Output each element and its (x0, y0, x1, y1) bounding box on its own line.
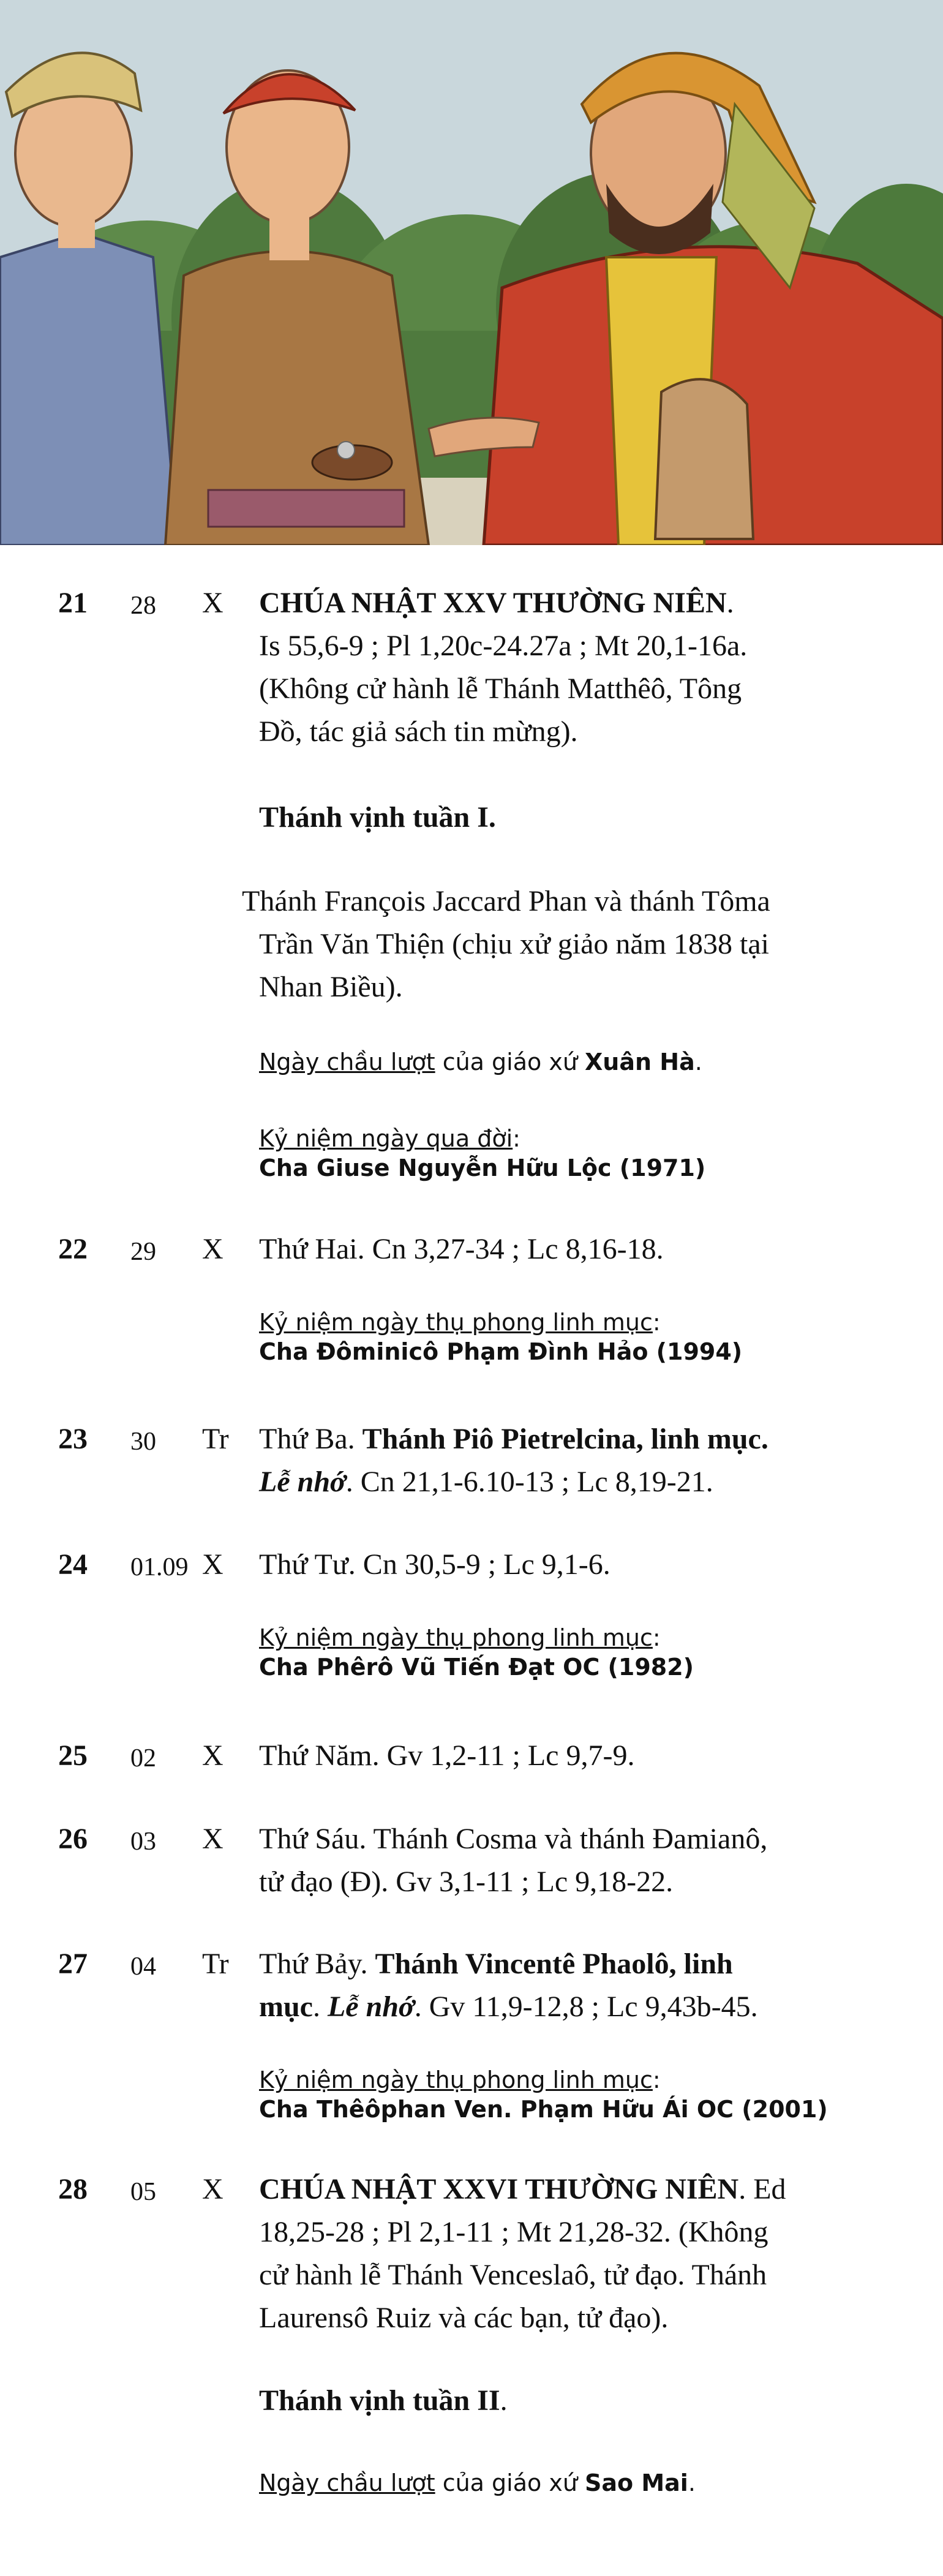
liturgical-color: X (202, 1823, 224, 1855)
readings: Is 55,6-9 ; Pl 1,20c-24.27a ; Mt 20,1-16a. (259, 630, 748, 662)
memorial-note: Kỷ niệm ngày thụ phong linh mục: Cha Đôminicô Phạm Đình Hảo (1994) (259, 1309, 743, 1365)
entry-text: Thứ Bảy. Thánh Vincentê Phaolô, linh mục. Lễ nhớ. Gv 11,9-12,8 ; Lc 9,43b-45. (259, 1948, 758, 2023)
lunar-date: 04 (130, 1953, 156, 1981)
entry-text: CHÚA NHẬT XXVI THƯỜNG NIÊN. Ed 18,25-28 ; Pl 2,1-11 ; Mt 21,28-32. (Không cử hành lễ Thánh Venceslaô, tử đạo. Thánh Laurensô Ruiz và các bạn, tử đạo). (259, 2173, 786, 2334)
liturgical-color: Tr (202, 1423, 229, 1455)
liturgical-color: X (202, 1233, 224, 1265)
psalter-week: Thánh vịnh tuần I. (259, 801, 496, 834)
memorial-note: Kỷ niệm ngày qua đời: Cha Giuse Nguyễn Hữu Lộc (1971) (259, 1125, 706, 1181)
lunar-date: 03 (130, 1828, 156, 1856)
day-number: 24 (58, 1548, 88, 1581)
day-number: 25 (58, 1739, 88, 1772)
entry-text: Thứ Hai. Cn 3,27-34 ; Lc 8,16-18. (259, 1233, 664, 1265)
entry-text: Thứ Năm. Gv 1,2-11 ; Lc 9,7-9. (259, 1739, 635, 1772)
entry-text: CHÚA NHẬT XXV THƯỜNG NIÊN. Is 55,6-9 ; Pl 1,20c-24.27a ; Mt 20,1-16a. (Không cử hành lễ Thánh Matthêô, Tông Đồ, tác giả sách tin mừng). (259, 582, 836, 753)
lunar-date: 02 (130, 1744, 156, 1772)
memorial-note: Kỷ niệm ngày thụ phong linh mục: Cha Thêôphan Ven. Phạm Hữu Ái OC (2001) (259, 2066, 828, 2123)
liturgical-color: X (202, 587, 224, 619)
day-number: 23 (58, 1423, 88, 1455)
sunday-title: CHÚA NHẬT XXVI THƯỜNG NIÊN (259, 2173, 739, 2205)
day-number: 28 (58, 2173, 88, 2205)
liturgical-color: Tr (202, 1948, 229, 1980)
saint-commemoration: Thánh François Jaccard Phan và thánh Tôma Trần Văn Thiện (chịu xử giảo năm 1838 tại Nhan Biều). (242, 885, 770, 1003)
lunar-date: 01.09 (130, 1553, 189, 1581)
psalter-week: Thánh vịnh tuần II. (259, 2384, 508, 2417)
entry-text: Thứ Ba. Thánh Piô Pietrelcina, linh mục. Lễ nhớ. Cn 21,1-6.10-13 ; Lc 8,19-21. (259, 1423, 768, 1498)
lunar-date: 05 (130, 2178, 156, 2206)
lunar-date: 30 (130, 1428, 156, 1456)
illustration-laborers-paid (0, 0, 943, 545)
adoration-note: Ngày chầu lượt của giáo xứ Sao Mai. (259, 2469, 696, 2496)
entry-text: Thứ Tư. Cn 30,5-9 ; Lc 9,1-6. (259, 1548, 611, 1581)
liturgical-color: X (202, 2173, 224, 2205)
entry-text: Thứ Sáu. Thánh Cosma và thánh Đamianô, tử đạo (Đ). Gv 3,1-11 ; Lc 9,18-22. (259, 1823, 768, 1898)
lunar-date: 29 (130, 1238, 156, 1266)
day-number: 21 (58, 587, 88, 619)
day-number: 26 (58, 1823, 88, 1855)
sunday-title: CHÚA NHẬT XXV THƯỜNG NIÊN (259, 587, 727, 619)
liturgical-color: X (202, 1548, 224, 1581)
day-number: 27 (58, 1948, 88, 1980)
liturgical-color: X (202, 1739, 224, 1772)
lunar-date: 28 (130, 592, 156, 620)
memorial-note: Kỷ niệm ngày thụ phong linh mục: Cha Phêrô Vũ Tiến Đạt OC (1982) (259, 1624, 694, 1681)
adoration-note: Ngày chầu lượt của giáo xứ Xuân Hà. (259, 1049, 702, 1075)
day-number: 22 (58, 1233, 88, 1265)
